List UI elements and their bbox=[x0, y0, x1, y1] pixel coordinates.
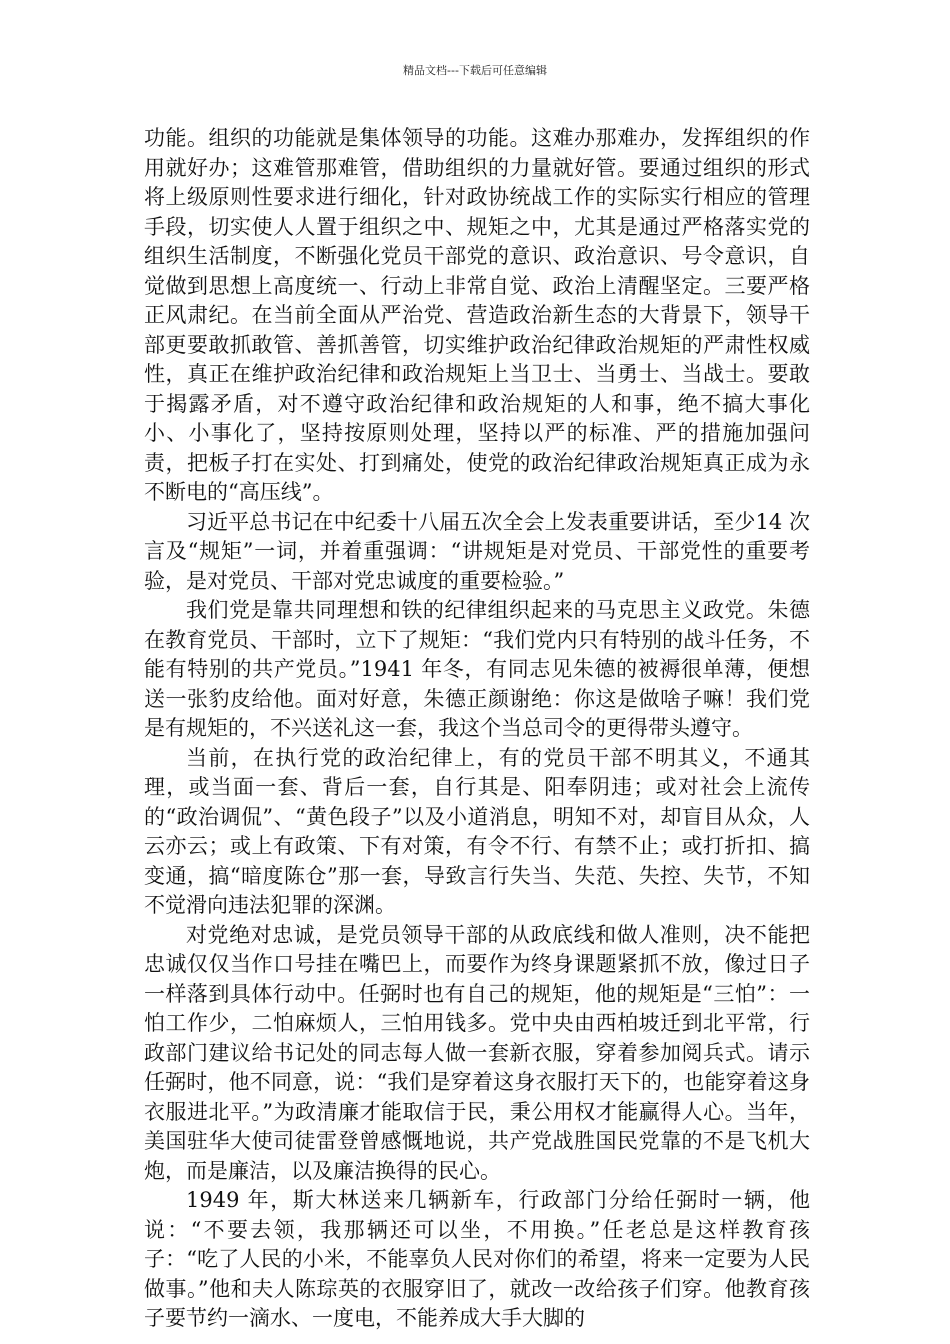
paragraph: 当前，在执行党的政治纪律上，有的党员干部不明其义，不通其理，或当面一套、背后一套，自行其是、阳奉阴违；或对社会上流传的“政治调侃”、“黄色段子”以及小道消息，明知不对，却盲目从众，人云亦云；或上有政策、下有对策，有令不行、有禁不止；或打折扣、搞变通，搞“暗度陈仓”那一套，导致言行失当、失范、失控、失节，不知不觉滑向违法犯罪的深渊。 bbox=[144, 745, 810, 917]
page-header: 精品文档---下载后可任意编辑 bbox=[403, 64, 547, 77]
paragraph: 我们党是靠共同理想和铁的纪律组织起来的马克思主义政党。朱德在教育党员、干部时，立下了规矩：“我们党内只有特别的战斗任务，不能有特别的共产党员。”1941 年冬，有同志见朱德的被褥很单薄，便想送一张豹皮给他。面对好意，朱德正颜谢绝：你这是做啥子嘛！我们党是有规矩的，不兴送礼这一套，我这个当总司令的更得带头遵守。 bbox=[144, 598, 810, 740]
paragraph: 习近平总书记在中纪委十八届五次全会上发表重要讲话，至少14 次言及“规矩”一词，并着重强调：“讲规矩是对党员、干部党性的重要考验，是对党员、干部对党忠诚度的重要检验。” bbox=[144, 509, 810, 593]
document-body bbox=[144, 124, 810, 1334]
paragraph: 1949 年，斯大林送来几辆新车，行政部门分给任弼时一辆，他说：“不要去领，我那辆还可以坐，不用换。”任老总是这样教育孩子：“吃了人民的小米，不能辜负人民对你们的希望，将来一定要为人民做事。”他和夫人陈琮英的衣服穿旧了，就改一改给孩子们穿。他教育孩子要节约一滴水、一度电，不能养成大手大脚的 bbox=[144, 1188, 810, 1330]
paragraph: 对党绝对忠诚，是党员领导干部的从政底线和做人准则，决不能把忠诚仅仅当作口号挂在嘴巴上，而要作为终身课题紧抓不放，像过日子一样落到具体行动中。任弼时也有自己的规矩，他的规矩是“三怕”：一怕工作少，二怕麻烦人，三怕用钱多。党中央由西柏坡迁到北平常，行政部门建议给书记处的同志每人做一套新衣服，穿着参加阅兵式。请示任弼时，他不同意，说：“我们是穿着这身衣服打天下的，也能穿着这身衣服进北平。”为政清廉才能取信于民，秉公用权才能赢得人心。当年，美国驻华大使司徒雷登曾感慨地说，共产党战胜国民党靠的不是飞机大炮，而是廉洁，以及廉洁换得的民心。 bbox=[144, 922, 810, 1183]
paragraph: 功能。组织的功能就是集体领导的功能。这难办那难办，发挥组织的作用就好办；这难管那难管，借助组织的力量就好管。要通过组织的形式将上级原则性要求进行细化，针对政协统战工作的实际实行相应的管理手段，切实使人人置于组织之中、规矩之中，尤其是通过严格落实党的组织生活制度，不断强化党员干部党的意识、政治意识、号令意识，自觉做到思想上高度统一、行动上非常自觉、政治上清醒坚定。三要严格正风肃纪。在当前全面从严治党、营造政治新生态的大背景下，领导干部更要敢抓敢管、善抓善管，切实维护政治纪律政治规矩的严肃性权威性，真正在维护政治纪律和政治规矩上当卫士、当勇士、当战士。要敢于揭露矛盾，对不遵守政治纪律和政治规矩的人和事，绝不搞大事化小、小事化了，坚持按原则处理，坚持以严的标准、严的措施加强问责，把板子打在实处、打到痛处，使党的政治纪律政治规矩真正成为永不断电的“高压线”。 bbox=[144, 126, 810, 504]
